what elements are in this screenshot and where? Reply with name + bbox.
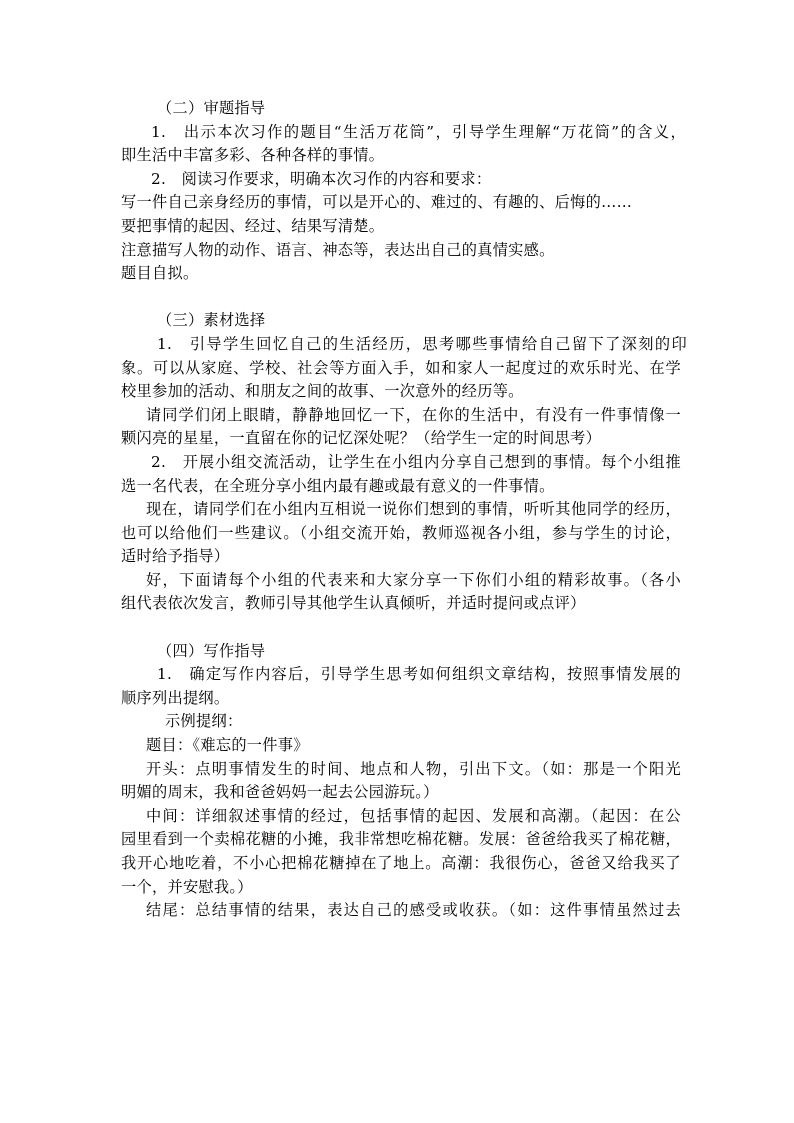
section-heading: （三）素材选择	[157, 311, 266, 330]
paragraph-line: 也可以给他们一些建议。（小组交流开始，教师巡视各小组，参与学生的讨论，	[121, 523, 681, 542]
paragraph-line: 明媚的周末，我和爸爸妈妈一起去公园游玩。）	[121, 783, 439, 802]
paragraph-line: 象。可以从家庭、学校、社会等方面入手，如和家人一起度过的欢乐时光、在学	[121, 358, 681, 377]
paragraph-line: 题目自拟。	[121, 264, 199, 283]
section-gap	[121, 286, 681, 310]
paragraph-line: 我开心地吃着，不小心把棉花糖掉在了地上。高潮：我很伤心，爸爸又给我买了	[121, 854, 681, 872]
paragraph-line: 现在，请同学们在小组内互相说一说你们想到的事情，听听其他同学的经历，	[146, 500, 681, 519]
paragraph-line: 组代表依次发言，教师引导其他学生认真倾听，并适时提问或点评）	[121, 594, 586, 613]
paragraph-line: 注意描写人物的动作、语言、神态等，表达出自己的真情实感。	[121, 240, 555, 259]
paragraph-line: 题目：《难忘的一件事》	[146, 736, 309, 755]
section-heading: （二）审题指导	[157, 99, 266, 117]
paragraph-line: 园里看到一个卖棉花糖的小摊，我非常想吃棉花糖。发展：爸爸给我买了棉花糖，	[121, 830, 681, 849]
paragraph-line: 一个，并安慰我。）	[121, 877, 253, 896]
paragraph-line: 颗闪亮的星星，一直留在你的记忆深处呢？（给学生一定的时间思考）	[121, 429, 602, 448]
section-gap	[121, 616, 681, 640]
paragraph-line: 2. 开展小组交流活动，让学生在小组内分享自己想到的事情。每个小组推	[151, 452, 681, 471]
section-heading: （四）写作指导	[157, 641, 266, 660]
paragraph-line: 校里参加的活动、和朋友之间的故事、一次意外的经历等。	[121, 382, 524, 401]
paragraph-line: 即生活中丰富多彩、各种各样的事情。	[121, 146, 385, 165]
paragraph-line: 中间：详细叙述事情的经过，包括事情的起因、发展和高潮。（起因：在公	[146, 806, 681, 825]
paragraph-line: 开头：点明事情发生的时间、地点和人物，引出下文。（如：那是一个阳光	[146, 759, 681, 778]
paragraph-line: 选一名代表，在全班分享小组内最有趣或最有意义的一件事情。	[121, 476, 555, 495]
paragraph-line: 1. 确定写作内容后，引导学生思考如何组织文章结构，按照事情发展的	[157, 665, 681, 684]
paragraph-line: 1. 引导学生回忆自己的生活经历，思考哪些事情给自己留下了深刻的印	[157, 334, 687, 353]
paragraph-line: 2. 阅读习作要求，明确本次习作的内容和要求：	[151, 169, 492, 188]
paragraph-line: 适时给予指导）	[121, 547, 230, 566]
document-page	[121, 97, 687, 923]
paragraph-line: 示例提纲：	[165, 712, 243, 731]
paragraph-line: 写一件自己亲身经历的事情，可以是开心的、难过的、有趣的、后悔的……	[121, 193, 633, 212]
paragraph-line: 请同学们闭上眼睛，静静地回忆一下，在你的生活中，有没有一件事情像一	[146, 405, 681, 424]
paragraph-line: 好，下面请每个小组的代表来和大家分享一下你们小组的精彩故事。（各小	[146, 570, 681, 589]
paragraph-line: 顺序列出提纲。	[121, 688, 230, 707]
paragraph-line: 要把事情的起因、经过、结果写清楚。	[121, 216, 385, 235]
paragraph-line: 1. 出示本次习作的题目“生活万花筒”，引导学生理解“万花筒”的含义，	[151, 122, 686, 141]
paragraph-line: 结尾：总结事情的结果，表达自己的感受或收获。（如：这件事情虽然过去	[146, 901, 681, 920]
